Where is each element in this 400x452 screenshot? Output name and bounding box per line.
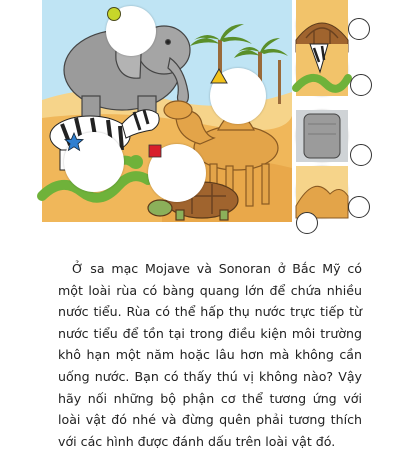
camel-hump-crop[interactable] bbox=[296, 166, 348, 218]
triangle-icon bbox=[210, 68, 228, 84]
answer-circle-3[interactable] bbox=[350, 144, 372, 166]
square-marker bbox=[148, 144, 206, 202]
desert-scene-illustration bbox=[42, 0, 292, 222]
triangle-marker bbox=[210, 68, 266, 124]
circle-icon bbox=[106, 6, 122, 22]
answer-circle-1[interactable] bbox=[348, 18, 370, 40]
camel-hump-detail bbox=[296, 166, 348, 218]
zebra-snake-crop[interactable] bbox=[296, 44, 348, 96]
circle-marker bbox=[106, 6, 156, 56]
star-marker bbox=[64, 132, 124, 192]
star-icon bbox=[64, 132, 84, 152]
story-paragraph: Ở sa mạc Mojave và Sonoran ở Bắc Mỹ có một loài rùa có bàng quang lớn để chứa nhiều nước tiểu. Rùa có thể hấp thụ nước trực tiếp từ nước tiểu để tồn tại trong điều kiện môi trường khô hạn một năm hoặc lâu hơn mà không cần uống nước. Bạn có thấy thú vị không nào? Vậy hãy nối những bộ phận cơ thể tương ứng với loài vật đó nhé và đừng quên phải tương thích với các hình được đánh dấu trên loài vật đó. bbox=[58, 261, 362, 449]
answer-circle-5[interactable] bbox=[296, 212, 318, 234]
elephant-foot-detail bbox=[296, 110, 348, 162]
zebra-snake-detail bbox=[296, 44, 348, 96]
square-icon bbox=[148, 144, 162, 158]
answer-circle-2[interactable] bbox=[350, 74, 372, 96]
answer-circle-4[interactable] bbox=[348, 196, 370, 218]
elephant-foot-crop[interactable] bbox=[296, 110, 348, 162]
